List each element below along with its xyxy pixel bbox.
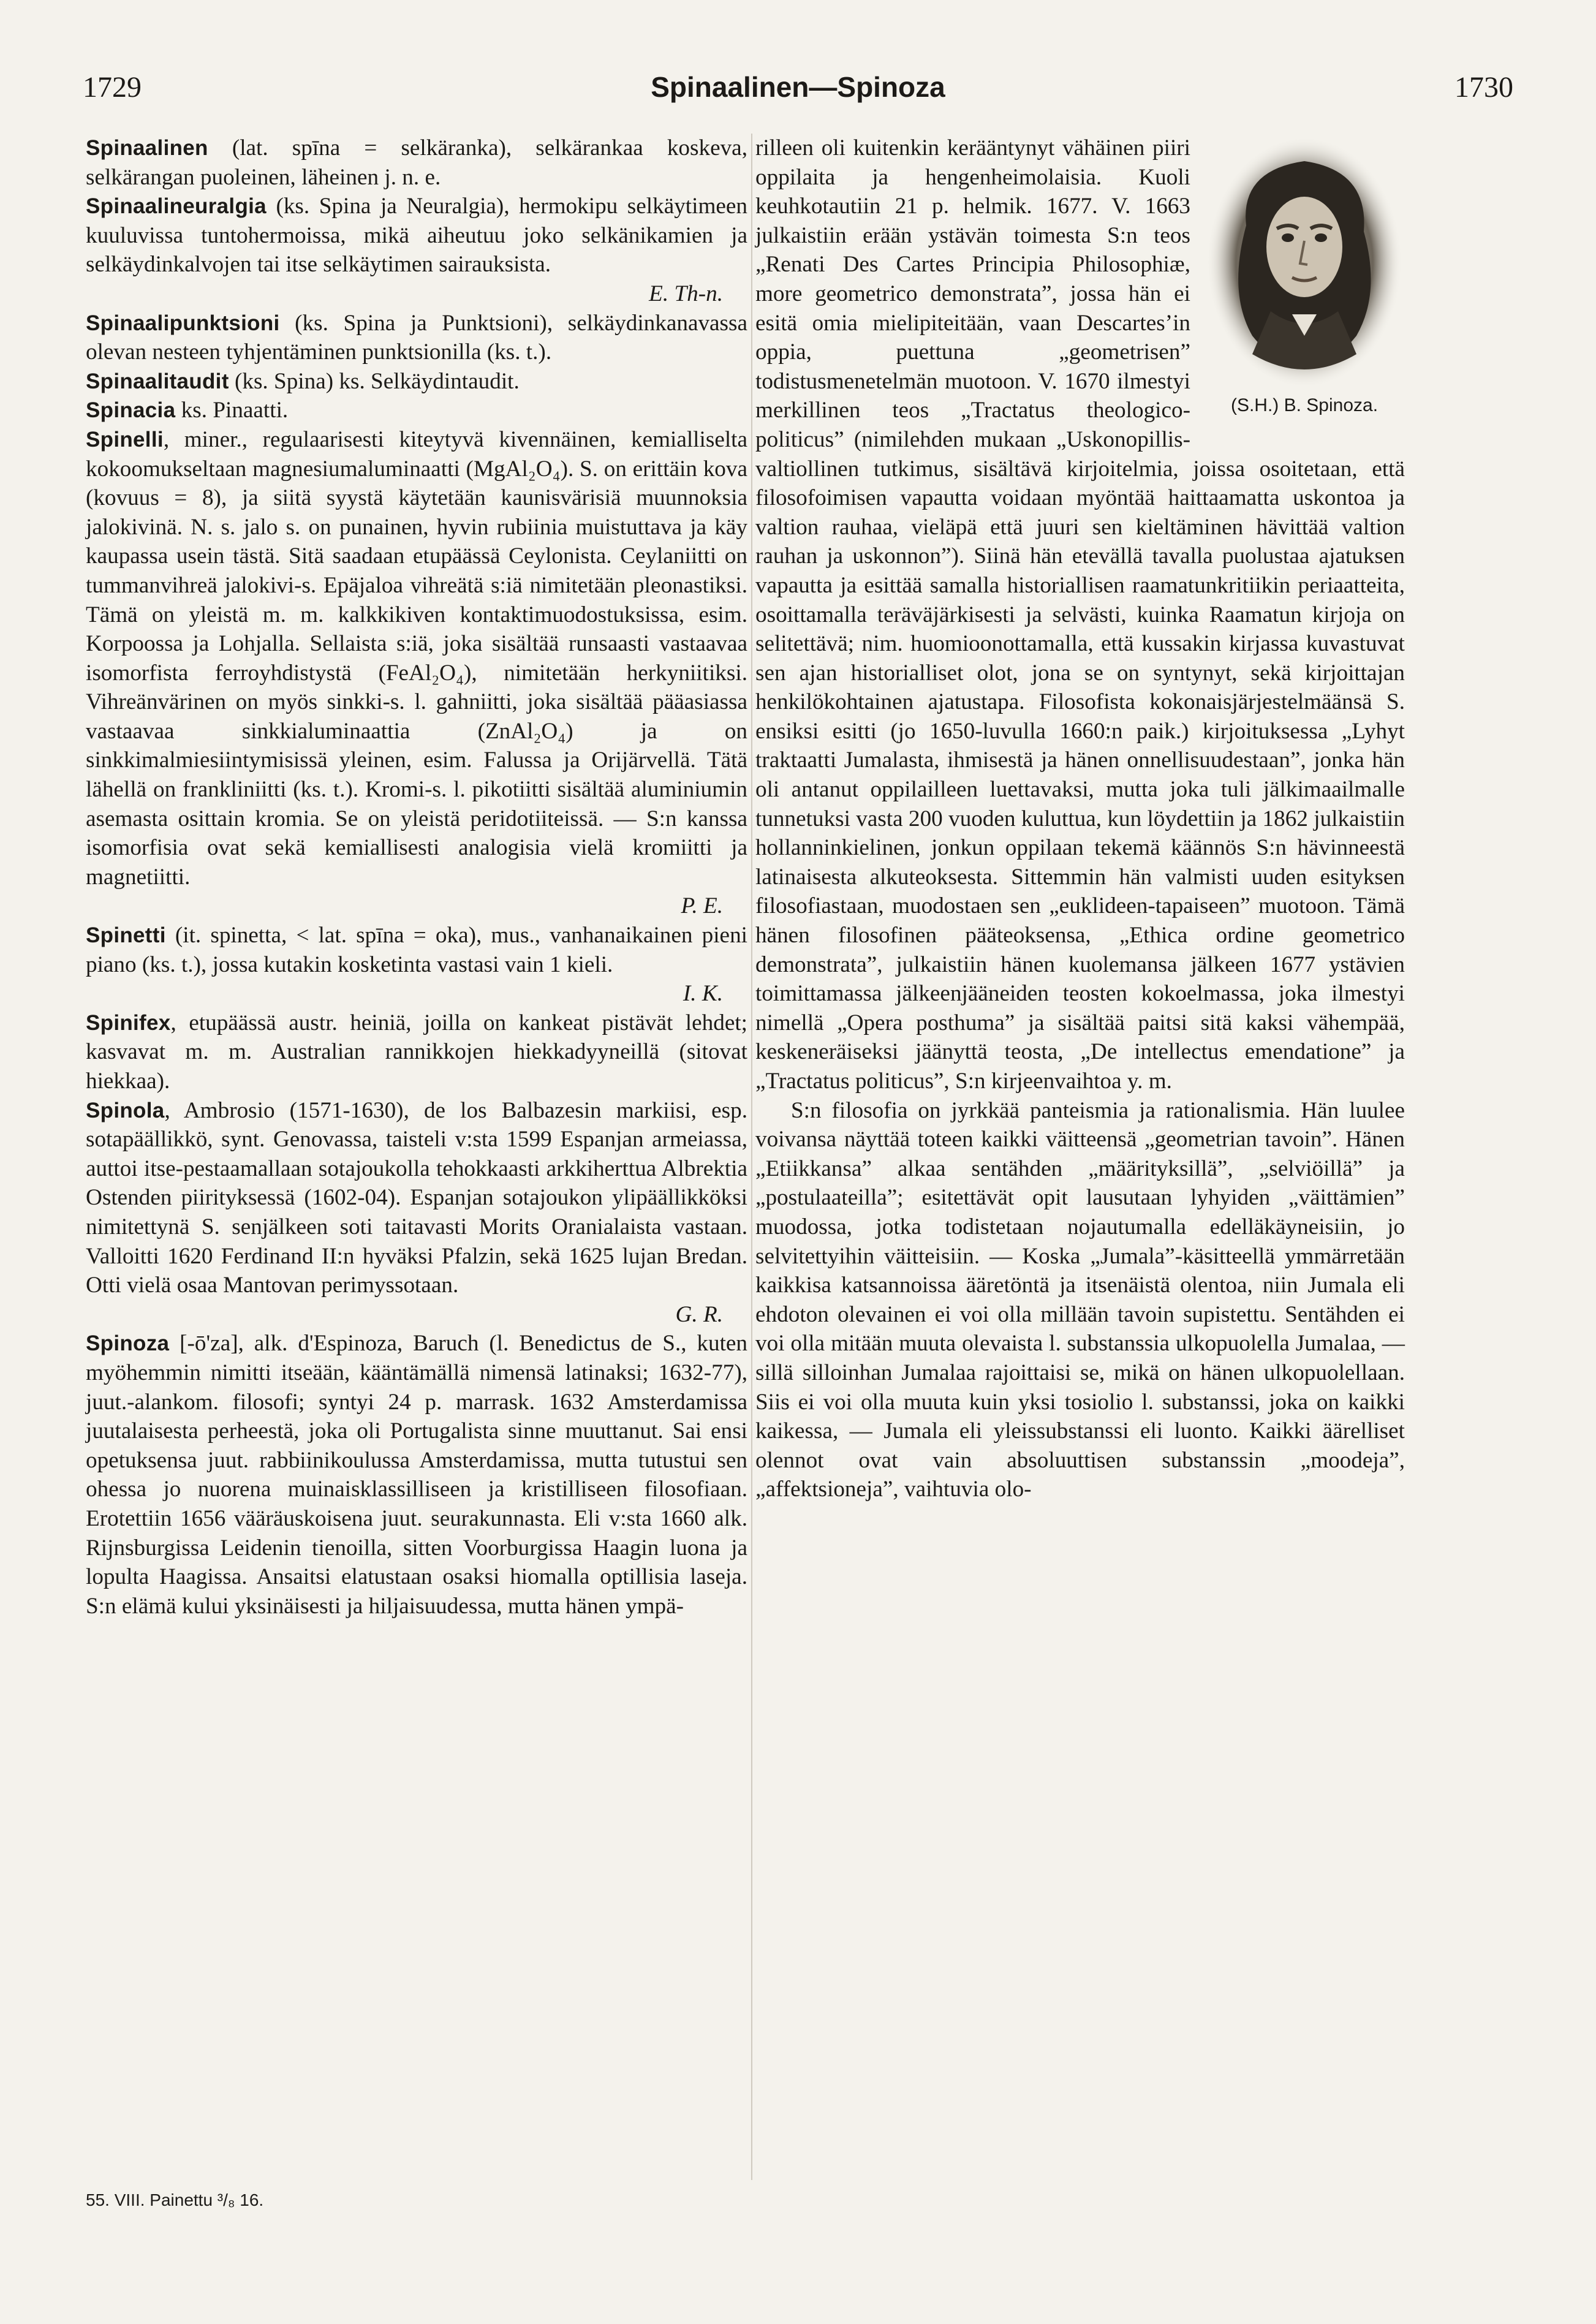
column-divider <box>751 134 752 2180</box>
entry-text: , Ambrosio (1571-1630), de los Balbazesin markiisi, esp. sotapäällikkö, synt. Genovassa, taisteli v:sta 1599 Espanjan armeiassa, auttoi itse-pestaamallaan sotajoukolla tehokkaasti arkkiherttua Albrektia Ostenden piirityksessä (1602-04). Espanjan sotajoukon ylipäällikköksi nimitettynä S. senjälkeen soti taitavasti Morits Oranialaista vastaan. Valloitti 1620 Ferdinand II:n hyväksi Pfalzin, sekä 1625 lujan Bredan. Otti vielä osaa Mantovan perimyssotaan. <box>86 1097 747 1298</box>
left-column <box>86 134 747 1621</box>
headword: Spinaalinen <box>86 136 208 160</box>
entry-signature: I. K. <box>683 981 723 1007</box>
headword: Spinaalipunktsioni <box>86 311 280 335</box>
entry-text: [-ō'za], alk. d'Espinoza, Baruch (l. Benedictus de S., kuten myöhemmin nimitti itseään, kääntämällä nimensä latinaksi; 1632-77), juut.-alankom. filosofi; syntyi 24 p. marrask. 1632 Amsterdamissa juutalaisesta perheestä, joka oli Portugalista sinne muuttanut. Sai ensi opetuksensa juut. rabbiinikoulussa Amsterdamissa, mutta tutustui sen ohessa jo nuorena muinaisklassilliseen ja kristilliseen filosofiaan. Erotettiin 1656 vääräuskoisena juut. seurakunnasta. Eli v:sta 1660 alk. Rijnsburgissa Leidenin tienoilla, sitten Voorburgissa Haagin luona ja lopulta Haagissa. Ansaitsi elatustaan osaksi hiomalla optillisia laseja. S:n elämä kului yksinäisesti ja hiljaisuudessa, mutta hänen ympä- <box>86 1331 747 1619</box>
headword: Spinaalineuralgia <box>86 194 267 219</box>
entry-spinola <box>86 1096 747 1300</box>
entry-spinetti <box>86 921 747 979</box>
spinoza-portrait-image <box>1203 134 1405 391</box>
running-head: Spinaalinen—Spinoza <box>651 71 945 103</box>
entry-spinaalineuralgia <box>86 192 747 279</box>
entry-spinaalinen <box>86 134 747 192</box>
entry-text: (ks. Spina ja Punktsioni), selkäydinkanavassa olevan nesteen tyhjentäminen punktsionilla (ks. t.). <box>86 310 747 365</box>
entry-text: (lat. spīna = selkäranka), selkärankaa koskeva, selkärangan puoleinen, läheinen j. n. e. <box>86 135 747 190</box>
left-page-number: 1729 <box>83 71 142 104</box>
entry-signature: E. Th-n. <box>649 281 723 306</box>
spinoza-portrait-figure <box>1200 134 1409 422</box>
entry-text: , miner., regulaarisesti kiteytyvä kivennäinen, kemialliselta kokoomukseltaan magnesiumaluminaatti (MgAl₂O₄). S. on erittäin kova (kovuus = 8), ja siitä syystä käytetään kaunisvärisiä muunnoksia jalokivinä. N. s. jalo s. on punainen, hyvin rubiinia muistuttava ja käy kaupassa usein tästä. Sitä saadaan etupäässä Ceylonista. Ceylaniitti on tummanvihreä jalokivi-s. Epäjaloa vihreätä s:iä nimitetään pleonastiksi. Tämä on yleistä m. m. kalkkikiven kontaktimuodostuksissa, esim. Korpoossa ja Lohjalla. Sellaista s:iä, joka sisältää runsaasti vastaavaa isomorfista ferroyhdistystä (FeAl₂O₄), nimitetään herkyniitiksi. Vihreänvärinen on myös sinkki-s. l. gahniitti, joka sisältää pääasiassa vastaavaa sinkkialuminaattia (ZnAl₂O₄) ja on sinkkimalmiesiintymisissä yleinen, esim. Falussa ja Orijärvellä. Tätä lähellä on frankliniitti (ks. t.). Kromi-s. l. pikotiitti sisältää aluminiumin asemasta osittain kromia. Se on yleistä peridotiiteissä. — S:n kanssa isomorfisia ovat sekä kemiallisesti analogisia vielä kromiitti ja magnetiitti. <box>86 426 747 890</box>
right-page-number: 1730 <box>1454 71 1513 104</box>
headword: Spinacia <box>86 398 176 423</box>
headword: Spinetti <box>86 923 166 948</box>
headword: Spinaalitaudit <box>86 369 229 393</box>
headword: Spinifex <box>86 1010 171 1035</box>
headword: Spinola <box>86 1098 165 1122</box>
figure-caption: (S.H.) B. Spinoza. <box>1230 395 1379 415</box>
entry-spinifex <box>86 1009 747 1096</box>
spinoza-continuation: rilleen oli kuitenkin kerääntynyt vähäinen piiri oppilaita ja hengenheimolaisia. Kuoli keuhkotautiin 21 p. helmik. 1677. V. 1663 julkaistiin erään ystävän toimesta S:n teos „Renati Des Cartes Principia Philosophiæ, more geometrico demonstrata”, jossa hän ei esitä omia mielipiteitään, vaan Descartes’in oppia, puettuna „geometrisen” todistusmenetelmän muotoon. V. 1670 ilmestyi merkillinen teos „Tractatus theologico-politicus” (nimilehden mukaan „Uskonopillis-valtiollinen tutkimus, sisältävä kirjoitelmia, joissa osoitetaan, että filosofoimisen vapautta voidaan myöntää haittaamatta uskontoa ja valtion rauhaa, vieläpä että juuri sen kieltäminen hävittää valtion rauhan ja uskonnon”). Siinä hän etevällä tavalla puolustaa ajatuksen vapautta ja esittää samalla historiallisen raamatunkritiikin periaatteita, osoittamalla teräväjärkisesti ja selvästi, kuinka Raamatun kirjoja on selitettävä; nim. huomioonottamalla, että kussakin kirjassa kuvastuvat sen ajan historialliset olot, jona se on syntynyt, sekä kirjoittajan henkilökohtainen ajatustapa. Filosofista kokonaisjärjestelmäänsä S. ensiksi esitti (jo 1650-luvulla 1660:n paik.) kirjoituksessa „Lyhyt traktaatti Jumalasta, ihmisestä ja hänen onnellisuudestaan”, jonka hän oli antanut oppilailleen luettavaksi, mutta joka tuli jälkimaailmalle tunnetuksi vasta 200 vuoden kuluttua, kun löydettiin ja 1862 julkaistiin hollanninkielinen, jonkun oppilaan tekemä käännös S:n hävinneestä latinaisesta alkuteoksesta. Sittemmin hän valmisti uuden esityksen filosofiastaan, muodostaen sen „euklideen-tapaiseen” muotoon. Tämä hänen filosofinen pääteoksensa, „Ethica ordine geometrico demonstrata”, julkaistiin hänen kuolemansa jälkeen 1677 ystävien toimittamassa jälkeenjääneiden teosten kokoelmassa, joka ilmestyi nimellä „Opera posthuma” ja sisältää paitsi sitä kaksi vähempää, keskeneräiseksi jäänyttä teosta, „De intellectus emendatione” ja „Tractatus politicus”, S:n kirjeenvaihtoa y. m. <box>755 135 1405 1094</box>
headword: Spinelli <box>86 427 164 452</box>
entry-spinacia <box>86 396 747 425</box>
page-header <box>83 70 1513 119</box>
entry-text: (ks. Spina) ks. Selkäydintaudit. <box>229 368 520 394</box>
print-footer: 55. VIII. Painettu ³/₈ 16. <box>86 2190 264 2209</box>
right-column <box>755 134 1405 1504</box>
entry-text: (it. spinetta, < lat. spīna = oka), mus., vanhanaikainen pieni piano (ks. t.), jossa kutakin kosketinta vastasi vain 1 kieli. <box>86 923 747 977</box>
entry-spinelli <box>86 425 747 892</box>
entry-spinoza <box>86 1329 747 1621</box>
entry-signature: G. R. <box>675 1301 723 1327</box>
entry-text: (ks. Spina ja Neuralgia), hermokipu selkäytimeen kuuluvissa tuntohermoissa, mikä aiheutuu joko selkänikamien ja selkäydinkalvojen tai itse selkäytimen sairauksista. <box>86 194 747 278</box>
entry-text: , etupäässä austr. heiniä, joilla on kankeat pistävät lehdet; kasvavat m. m. Australian rannikkojen hiekkadyyneillä (sitovat hiekkaa). <box>86 1010 747 1094</box>
entry-spinaalipunktsioni <box>86 309 747 367</box>
spinoza-philosophy: S:n filosofia on jyrkkää panteismia ja rationalismia. Hän luulee voivansa näyttää toteen kaikki väitteensä „geometrian tavoin”. Hänen „Etiikkansa” alkaa sentähden „määrityksillä”, „selviöillä” ja „postulaateilla”; esitettävät opit lausutaan lyhyiden „väittämien” muodossa, jotka todistetaan nojautumalla edelläkäyneisiin, jo selvitettyihin väitteisiin. — Koska „Jumala”-käsitteellä ymmärretään kaikkisa katsannoissa ääretöntä ja itsenäistä olentoa, niin Jumala eli ehdoton olevainen ei voi olla millään tavoin supistettu. Sentähden ei voi olla mitään muuta olevaista l. substanssia ulkopuolella Jumalaa, — sillä silloinhan Jumalaa rajoittaisi se, mikä on hänen ulkopuolellaan. Siis ei voi olla muuta kuin yksi tosiolio l. substanssi, joka on kaikki kaikessa, — Jumala eli yleissubstanssi eli luonto. Kaikki äärelliset olennot ovat vain absoluuttisen substanssin „moodeja”, „affektsioneja”, vaihtuvia olo- <box>755 1097 1405 1502</box>
entry-text: ks. Pinaatti. <box>175 398 289 423</box>
entry-spinaalitaudit <box>86 367 747 396</box>
entry-signature: P. E. <box>681 893 723 919</box>
headword: Spinoza <box>86 1331 170 1356</box>
